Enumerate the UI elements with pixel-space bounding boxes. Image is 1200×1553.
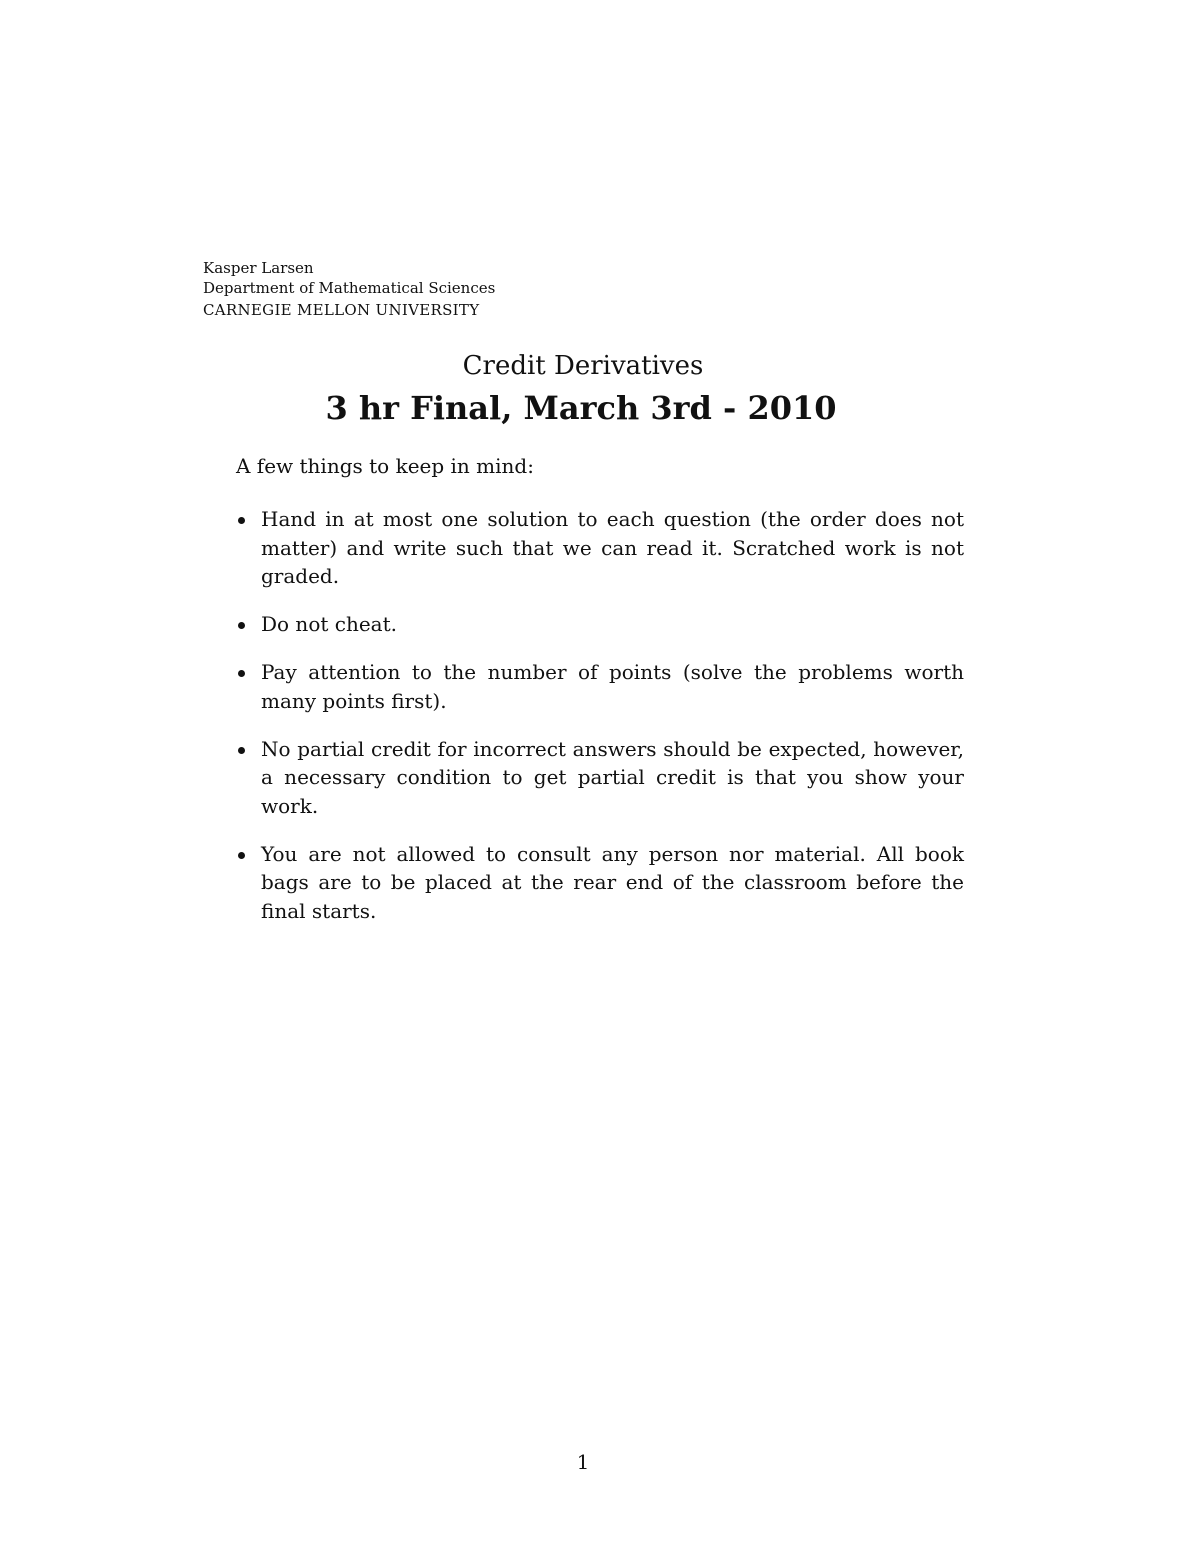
rule-item bbox=[236, 505, 964, 591]
rule-item bbox=[236, 658, 964, 715]
rule-item bbox=[236, 840, 964, 926]
rule-text: Hand in at most one solution to each question (the order does not matter) and write such that we can read it. Scratched work is not graded. bbox=[261, 507, 964, 588]
page-number: 1 bbox=[576, 1450, 590, 1474]
document-header bbox=[203, 258, 495, 320]
bullet-icon bbox=[238, 622, 245, 629]
bullet-icon bbox=[238, 852, 245, 859]
rule-text: You are not allowed to consult any person nor material. All book bags are to be placed at the rear end of the classroom before the final starts. bbox=[261, 841, 964, 923]
rule-text: Pay attention to the number of points (solve the problems worth many points first). bbox=[261, 660, 964, 713]
university-name: CARNEGIE MELLON UNIVERSITY bbox=[203, 301, 480, 319]
bullet-icon bbox=[238, 517, 245, 524]
exam-title: 3 hr Final, March 3rd - 2010 bbox=[325, 389, 837, 427]
rule-item bbox=[236, 735, 964, 821]
rule-item bbox=[236, 610, 964, 639]
bullet-icon bbox=[238, 670, 245, 677]
bullet-icon bbox=[238, 747, 245, 754]
rules-list bbox=[236, 505, 964, 945]
author-name: Kasper Larsen bbox=[203, 259, 314, 277]
course-title: Credit Derivatives bbox=[462, 351, 704, 381]
rule-text: Do not cheat. bbox=[261, 612, 397, 636]
intro-text: A few things to keep in mind: bbox=[236, 454, 534, 478]
department-name: Department of Mathematical Sciences bbox=[203, 279, 496, 297]
rule-text: No partial credit for incorrect answers should be expected, however, a necessary condition to get partial credit is that you show your work. bbox=[261, 736, 964, 818]
